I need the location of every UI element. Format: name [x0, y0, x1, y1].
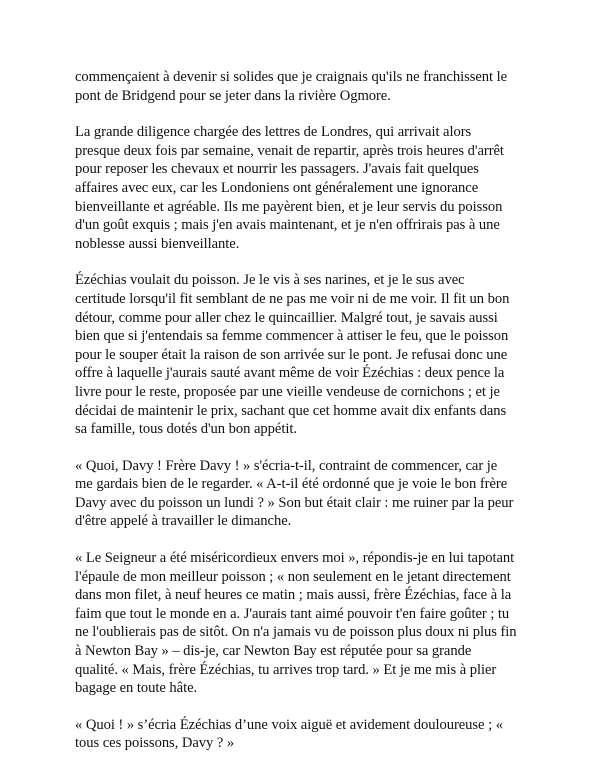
paragraph-2: La grande diligence chargée des lettres de Londres, qui arrivait alors presque deux fois par semaine, venait de repartir, après trois heures d'arrêt pour reposer les chevaux et nourrir les passagers. J'avais fait quelques affaires avec eux, car les Londoniens ont généralement une ignorance bienveillante et agréable. Ils me payèrent bien, et je leur servis du poisson d'un goût exquis ; mais j'en avais maintenant, et je n'en offrirais pas à une noblesse aussi bienveillante. — [75, 124, 504, 252]
paragraph-4: « Quoi, Davy ! Frère Davy ! » s'écria-t-il, contraint de commencer, car je me gardais bien de le regarder. « A-t-il été ordonné que je voie le bon frère Davy avec du poisson un lundi ? » Son but était clair : me ruiner par la peur d'être appelé à travailler le dimanche. — [75, 457, 514, 530]
paragraph-6: « Quoi ! » s’écria Ézéchias d’une voix aiguë et avidement douloureuse ; « tous ces poissons, Davy ? » — [75, 716, 503, 752]
paragraph-3: Ézéchias voulait du poisson. Je le vis à ses narines, et je le sus avec certitude lorsqu'il fit semblant de ne pas me voir ni de me voir. Il fit un bon détour, comme pour aller chez le quincaillier. Malgré tout, je savais aussi bien que si j'entendais sa femme commencer à attiser le feu, que le poisson pour le souper était la raison de son arrivée sur le pont. Je refusai donc une offre à laquelle j'aurais sauté avant même de voir Ézéchias : deux pence la livre pour le reste, proposée par une vieille vendeuse de cornichons ; et je décidai de maintenir le prix, sachant que cet homme avait dix enfants dans sa famille, tous dotés d'un bon appétit. — [75, 272, 510, 438]
body-text — [75, 68, 530, 771]
paragraph-1: commençaient à devenir si solides que je craignais qu'ils ne franchissent le pont de Bridgend pour se jeter dans la rivière Ogmore. — [75, 69, 508, 104]
paragraph-5: « Le Seigneur a été miséricordieux envers moi », répondis-je en lui tapotant l'épaule de mon meilleur poisson ; « non seulement en le jetant directement dans mon filet, à neuf heures ce matin ; mais aussi, frère Ézéchias, face à la faim que tout le monde en a. J'aurais tant aimé pouvoir t'en faire goûter ; tu ne l'oublierais pas de sitôt. On n'a jamais vu de poisson plus doux ni plus fin à Newton Bay » – dis-je, car Newton Bay est réputée pour sa grande qualité. « Mais, frère Ézéchias, tu arrives trop tard. » Et je me mis à plier bagage en toute hâte. — [75, 550, 517, 697]
